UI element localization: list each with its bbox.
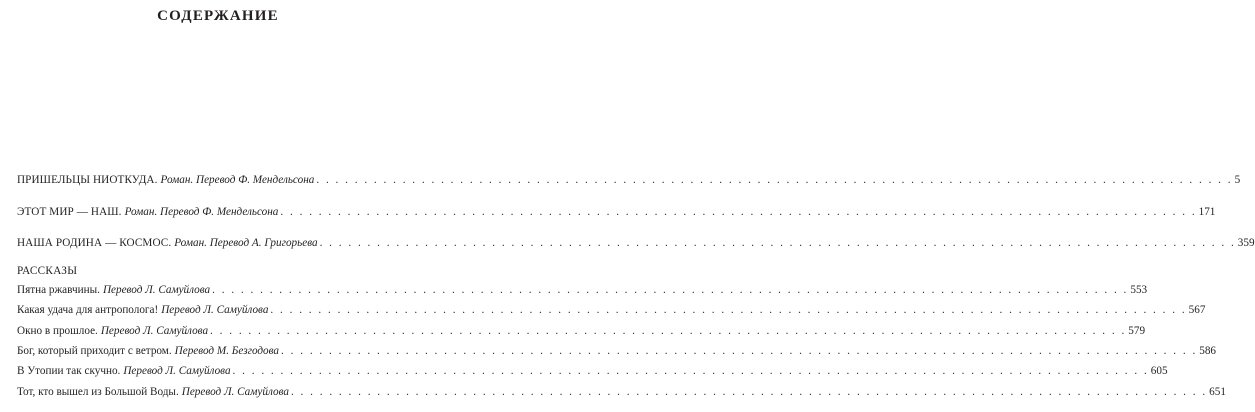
dot-leader: . . . . . . . . . . . . . . . . . . . . . . . . . . . . . . . . . . . . . . . . . . . . . . . . . . . . . . . . . . . . . . . . . . . . . . . . . . . . . . . . . . . . . . . . . . . . . . . . (270, 304, 1187, 316)
entry-page-number: 651 (1209, 386, 1226, 398)
toc-entry-story (17, 345, 1217, 357)
page-title: СОДЕРЖАНИЕ (157, 8, 279, 24)
entry-description: Роман. Перевод Ф. Мендельсона (160, 174, 315, 186)
entry-description: Перевод Л. Самуйлова (102, 284, 211, 296)
dot-leader: . . . . . . . . . . . . . . . . . . . . . . . . . . . . . . . . . . . . . . . . . . . . . . . . . . . . . . . . . . . . . . . . . . . . . . . . . . . . . . . . . . . . . . . . . . . . . . . . (319, 237, 1236, 249)
entry-title: Бог, который приходит с ветром. (17, 345, 172, 357)
entry-page-number: 553 (1130, 284, 1148, 296)
toc-entry-novel (17, 174, 1241, 186)
dot-leader: . . . . . . . . . . . . . . . . . . . . . . . . . . . . . . . . . . . . . . . . . . . . . . . . . . . . . . . . . . . . . . . . . . . . . . . . . . . . . . . . . . . . . . . . . . . . . . . . (280, 206, 1197, 218)
entry-page-number: 586 (1199, 345, 1217, 357)
entry-title: ЭТОТ МИР — НАШ. (17, 206, 122, 218)
entry-title: Тот, кто вышел из Большой Воды. (17, 386, 179, 398)
toc-entry-story (17, 284, 1148, 296)
entry-page-number: 359 (1237, 237, 1255, 249)
entry-description: Роман. Перевод Ф. Мендельсона (124, 206, 279, 218)
section-heading-stories: РАССКАЗЫ (17, 265, 78, 277)
toc-entry-story (17, 325, 1146, 337)
entry-description: Роман. Перевод А. Григорьева (174, 237, 318, 249)
entry-title: Пятна ржавчины. (17, 284, 100, 296)
entry-description: Перевод Л. Самуйлова (161, 304, 269, 316)
entry-title: ПРИШЕЛЬЦЫ НИОТКУДА. (17, 174, 158, 186)
entry-description: Перевод М. Безгодова (174, 345, 280, 357)
entry-description: Перевод Л. Самуйлова (123, 365, 231, 377)
dot-leader: . . . . . . . . . . . . . . . . . . . . . . . . . . . . . . . . . . . . . . . . . . . . . . . . . . . . . . . . . . . . . . . . . . . . . . . . . . . . . . . . . . . . . . . . . . . . . . . . (290, 386, 1208, 398)
toc-entry-story (17, 365, 1168, 377)
dot-leader: . . . . . . . . . . . . . . . . . . . . . . . . . . . . . . . . . . . . . . . . . . . . . . . . . . . . . . . . . . . . . . . . . . . . . . . . . . . . . . . . . . . . . . . . . . . . . . . . (232, 365, 1149, 377)
entry-page-number: 171 (1198, 206, 1216, 218)
entry-description: Перевод Л. Самуйлова (181, 386, 289, 398)
entry-title: Окно в прошлое. (17, 325, 98, 337)
toc-entry-story (17, 386, 1226, 398)
entry-title: В Утопии так скучно. (17, 365, 121, 377)
dot-leader: . . . . . . . . . . . . . . . . . . . . . . . . . . . . . . . . . . . . . . . . . . . . . . . . . . . . . . . . . . . . . . . . . . . . . . . . . . . . . . . . . . . . . . . . . . . . . . . . (210, 325, 1127, 337)
entry-page-number: 605 (1150, 365, 1168, 377)
entry-title: НАША РОДИНА — КОСМОС. (17, 237, 172, 249)
entry-title: Какая удача для антрополога! (17, 304, 159, 316)
entry-page-number: 5 (1234, 174, 1241, 186)
dot-leader: . . . . . . . . . . . . . . . . . . . . . . . . . . . . . . . . . . . . . . . . . . . . . . . . . . . . . . . . . . . . . . . . . . . . . . . . . . . . . . . . . . . . . . . . . . . . . . . . (212, 284, 1129, 296)
toc-entry-novel (17, 206, 1216, 218)
entry-page-number: 567 (1188, 304, 1206, 316)
dot-leader: . . . . . . . . . . . . . . . . . . . . . . . . . . . . . . . . . . . . . . . . . . . . . . . . . . . . . . . . . . . . . . . . . . . . . . . . . . . . . . . . . . . . . . . . . . . . . . . . (316, 174, 1233, 186)
toc-entry-novel (17, 237, 1255, 249)
toc-entry-story (17, 304, 1206, 316)
entry-page-number: 579 (1128, 325, 1146, 337)
entry-description: Перевод Л. Самуйлова (100, 325, 209, 337)
dot-leader: . . . . . . . . . . . . . . . . . . . . . . . . . . . . . . . . . . . . . . . . . . . . . . . . . . . . . . . . . . . . . . . . . . . . . . . . . . . . . . . . . . . . . . . . . . . . . . . . (281, 345, 1198, 357)
